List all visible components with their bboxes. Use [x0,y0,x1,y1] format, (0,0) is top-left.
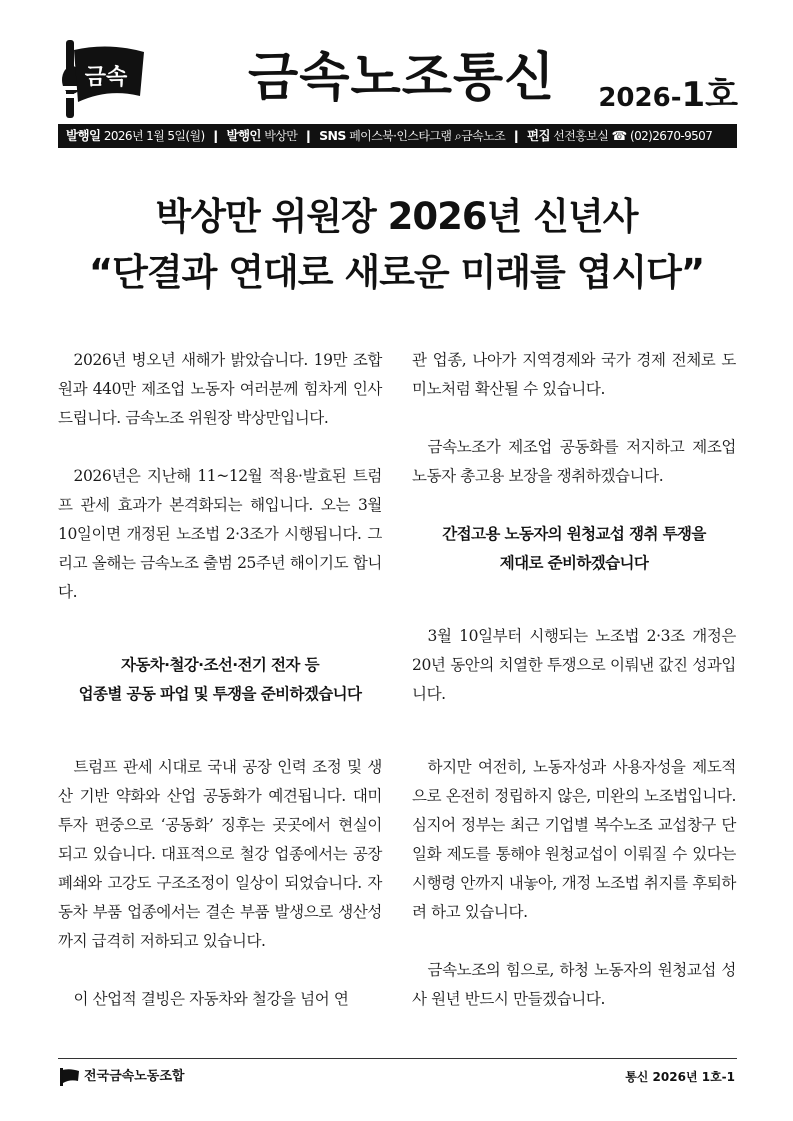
masthead [58,30,738,122]
headline-title: 박상만 위원장 2026년 신년사 [155,195,638,238]
issue-year: 2026- [598,83,682,113]
sns-search: 금속노조 [461,129,506,143]
paragraph: 2026년 병오년 새해가 밝았습니다. 19만 조합원과 440만 제조업 노동자 여러분께 힘차게 인사드립니다. 금속노조 위원장 박상만입니다. [58,351,382,427]
publisher-label: 발행인 [226,128,261,143]
editor-label: 편집 [526,128,550,143]
footer-org-name: 전국금속노동조합 [84,1069,185,1084]
subhead-line: 자동차·철강·조선·전기 전자 등 [121,656,319,674]
paragraph: 트럼프 관세 시대로 국내 공장 인력 조정 및 생산 기반 약화와 산업 공동화가 예견됩니다. 대미 투자 편중으로 ‘공동화’ 징후는 곳곳에서 현실이 되고 있습니다. 대표적으로 철강 업종에서는 공장 폐쇄와 고강도 구조조정이 일상이 되었습니다. 자동차 부품 업종에서는 결손 부품 발생으로 생산성까지 급격히 저하되고 있습니다. [58,758,382,950]
paragraph: 하지만 여전히, 노동자성과 사용자성을 제도적으로 온전히 정립하지 않은, 미완의 노조법입니다. 심지어 정부는 최근 기업별 복수노조 교섭창구 단일화 제도를 통해야 원청교섭이 이뤄질 수 있다는 시행령 안까지 내놓아, 개정 노조법 취지를 후퇴하려 하고 있습니다. [412,758,736,921]
search-icon: ⌕ [454,128,462,143]
sns-label: SNS [319,128,346,143]
paragraph: 금속노조의 힘으로, 하청 노동자의 원청교섭 성사 원년 반드시 만들겠습니다. [412,961,736,1008]
newsletter-title: 금속노조통신 [248,48,556,108]
paragraph: 금속노조가 제조업 공동화를 저지하고 제조업 노동자 총고용 보장을 쟁취하겠습니다. [412,438,736,485]
publisher: 박상만 [264,129,298,143]
paragraph: 3월 10일부터 시행되는 노조법 2·3조 개정은 20년 동안의 치열한 투쟁으로 이뤄낸 값진 성과입니다. [412,627,736,703]
separator: ❙ [511,128,521,143]
section-subhead [412,520,736,578]
union-fist-flag-logo-small [58,1067,80,1087]
union-fist-flag-logo [58,36,150,120]
editor: 선전홍보실 [553,129,609,143]
headline-quote: “단결과 연대로 새로운 미래를 엽시다” [88,251,705,294]
subhead-line: 업종별 공동 파업 및 투쟁을 준비하겠습니다 [78,685,362,703]
footer-divider [58,1058,737,1059]
left-column [58,346,382,1014]
phone: (02)2670-9507 [630,129,713,143]
sns-value: 페이스북·인스타그램 [349,129,452,143]
issue-num: 1호 [681,75,738,115]
subhead-line: 간접고용 노동자의 원청교섭 쟁취 투쟁을 [442,525,706,543]
issue-number [598,75,738,115]
separator: ❙ [210,128,221,143]
paragraph: 2026년은 지난해 11~12월 적용·발효된 트럼프 관세 효과가 본격화되는 해입니다. 오는 3월 10일이면 개정된 노조법 2·3조가 시행됩니다. 그리고 올해는 금속노조 출범 25주년 해이기도 합니다. [58,467,382,601]
publish-date-label: 발행일 [66,128,101,143]
footer-page-number: 통신 2026년 1호-1 [625,1070,735,1084]
publication-info-bar [58,124,737,148]
paragraph: 이 산업적 결빙은 자동차와 철강을 넘어 연 [73,990,349,1008]
phone-icon: ☎ [611,128,627,143]
logo-text: 금속 [84,65,128,90]
paragraph: 관 업종, 나아가 지역경제와 국가 경제 전체로 도미노처럼 확산될 수 있습니다. [412,351,736,398]
subhead-line: 제대로 준비하겠습니다 [499,554,649,572]
section-subhead [58,651,382,709]
separator: ❙ [303,128,314,143]
publish-date: 2026년 1월 5일(월) [103,129,205,143]
right-column [412,346,736,1014]
